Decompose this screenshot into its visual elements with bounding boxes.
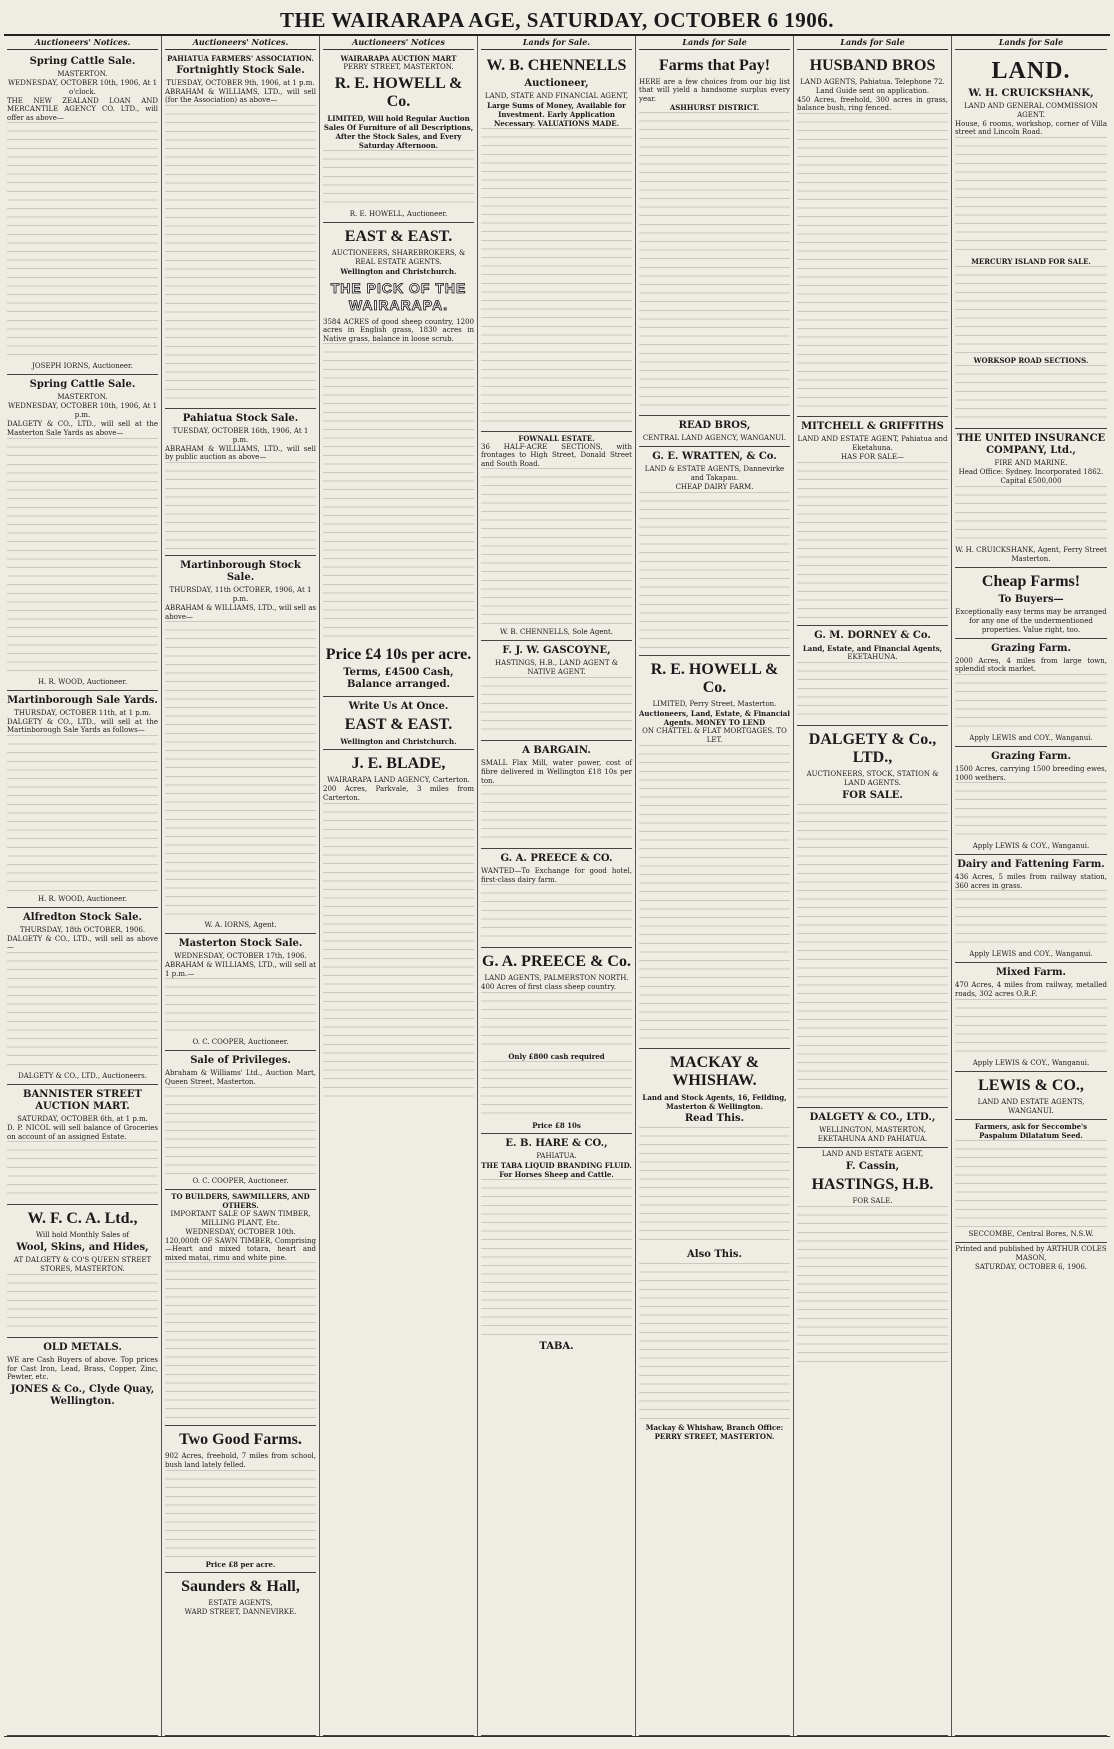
ad-heading: G. M. DORNEY & Co. (814, 629, 931, 641)
ad-husband-bros (797, 52, 948, 417)
ad-heading: R. E. HOWELL & Co. (650, 661, 779, 697)
ad-heading: A BARGAIN. (522, 745, 591, 757)
ad-feature: Wool, Skins, and Hides, (16, 1242, 149, 1254)
ad-heading: TO BUILDERS, SAWMILLERS, AND OTHERS. (171, 1191, 310, 1210)
ad-price-2: Price £8 10s (532, 1120, 581, 1130)
ad-subheading: LAND AGENTS, PALMERSTON NORTH. (484, 974, 629, 983)
ad-signature: SECCOMBE, Central Bores, N.S.W. (968, 1229, 1094, 1238)
ad-heading: LAND. (991, 57, 1071, 84)
ad-subheading: HASTINGS, H.B., LAND AGENT & NATIVE AGENT. (495, 659, 618, 677)
ad-body: ABRAHAM & WILLIAMS, LTD., will sell by public auction as above— (165, 444, 316, 462)
ad-pahiatua-farmers (165, 52, 316, 409)
ad-feature: Fortnightly Stock Sale. (176, 64, 305, 76)
ad-price: Only £800 cash required (508, 1051, 605, 1061)
ad-feature: Auctioneer, (524, 77, 589, 89)
ad-heading: FOWNALL ESTATE. (518, 433, 595, 443)
ad-date: SATURDAY, OCTOBER 6th, at 1 p.m. (17, 1114, 148, 1123)
ad-heading: F. Cassin, (845, 1160, 900, 1172)
column-5 (636, 36, 794, 1736)
ad-heading: F. J. W. GASCOYNE, (502, 645, 611, 657)
ad-ge-wratten (639, 447, 790, 656)
ad-pick-heading: THE PICK OF THE WAIRARAPA. (330, 279, 467, 313)
ad-heading: Grazing Farm. (991, 642, 1071, 654)
ad-heading: Grazing Farm. (991, 750, 1071, 762)
ad-two-good-farms (165, 1426, 316, 1572)
ad-f-cassin (797, 1148, 948, 1736)
column-title: Lands for Sale (955, 36, 1107, 50)
ad-heading: Cheap Farms! (981, 572, 1081, 590)
ad-body: ABRAHAM & WILLIAMS, LTD., will sell as above— (165, 603, 316, 621)
columns (4, 36, 1110, 1737)
ad-cruickshank (955, 52, 1107, 429)
ad-heading: Dairy and Fattening Farm. (957, 859, 1105, 871)
ad-heading: Farmers, ask for Seccombe's Paspalum Dilatatum Seed. (974, 1121, 1088, 1140)
ad-re-howell (639, 656, 790, 1049)
column-title: Lands for Sale (639, 36, 790, 50)
ad-lewis-co (955, 1072, 1107, 1120)
ad-feature: CHEAP DAIRY FARM. (675, 483, 754, 492)
ad-subheading: WELLINGTON, MASTERTON, EKETAHUNA AND PAHIATUA. (817, 1125, 928, 1143)
ad-place: MASTERTON. (57, 69, 108, 78)
ad-text-lines (165, 1470, 316, 1560)
ad-text-lines (639, 1127, 790, 1247)
ad-heading: E. B. HARE & CO., (505, 1137, 608, 1149)
ad-wfca (7, 1205, 158, 1338)
ad-heading: W. B. CHENNELLS (486, 56, 627, 74)
ad-body: Exceptionally easy terms may be arranged for any one of the undermentioned properties. Value right, too. (955, 607, 1107, 634)
imprint-date: SATURDAY, OCTOBER 6, 1906. (974, 1262, 1088, 1271)
ad-text-lines (323, 150, 474, 210)
ad-subheading: PAHIATUA. (536, 1151, 577, 1160)
ad-gm-dorney (797, 626, 948, 726)
ad-body: Abraham & Williams' Ltd., Auction Mart, Queen Street, Masterton. (165, 1069, 316, 1086)
ad-text-lines (481, 677, 632, 737)
ad-spring-cattle-sale-1 (7, 52, 158, 376)
ad-body: ABRAHAM & WILLIAMS, LTD., will sell (for the Association) as above— (165, 87, 316, 105)
ad-subheading: LIMITED, Perry Street, Masterton. (652, 700, 777, 709)
ad-body: 2000 Acres, 4 miles from large town, splendid stock market. (955, 656, 1107, 674)
ad-dalgety-2 (797, 1108, 948, 1148)
ad-feature: R. E. HOWELL & Co. (334, 74, 463, 110)
ad-fownall-estate (481, 432, 632, 642)
column-7 (952, 36, 1110, 1736)
ad-body: SMALL Flax Mill, water power, cost of fibre delivered in Wellington £18 10s per ton. (481, 759, 632, 785)
ad-price: Price £4 10s per acre. (325, 646, 472, 664)
ad-date: TUESDAY, OCTOBER 16th, 1906, At 1 p.m. (172, 426, 309, 444)
ad-body: 450 Acres, freehold, 300 acres in grass, balance bush, ring fenced. (797, 95, 948, 113)
ad-feature: FOR SALE. (842, 789, 903, 801)
column-4 (478, 36, 636, 1736)
ad-body: 470 Acres, 4 miles from railway, metalled roads, 302 acres O.R.F. (955, 981, 1107, 998)
ad-heading: Sale of Privileges. (190, 1055, 291, 1067)
ad-body: 200 Acres, Parkvale, 3 miles from Carterton. (323, 785, 474, 802)
ad-text-lines (955, 1140, 1107, 1230)
ad-pahiatua-stock-sale (165, 409, 316, 556)
ad-signature: Apply LEWIS and COY., Wanganui. (969, 733, 1093, 742)
ad-feature: W. H. CRUICKSHANK, (968, 87, 1094, 99)
column-title: Auctioneers' Notices (323, 36, 474, 50)
ad-text-lines (165, 1262, 316, 1422)
ad-body: 902 Acres, freehold, 7 miles from school, bush land lately felled. (165, 1452, 316, 1469)
ad-feature: Auctioneers, Land, Estate, & Financial Agents. MONEY TO LEND (639, 709, 790, 728)
ad-date: THURSDAY, OCTOBER 11th, at 1 p.m. (14, 708, 151, 717)
ad-heading: Pahiatua Stock Sale. (182, 412, 299, 424)
ad-text-lines (639, 1263, 790, 1423)
ad-body: 1500 Acres, carrying 1500 breeding ewes, 1000 wethers. (955, 764, 1107, 782)
ad-signature: JONES & Co., Clyde Quay, Wellington. (10, 1383, 155, 1407)
ad-builders-sawmillers (165, 1190, 316, 1427)
ad-text-lines (955, 365, 1107, 425)
ad-subheading: EKETAHUNA. (847, 652, 898, 661)
ad-heading: PAHIATUA FARMERS' ASSOCIATION. (167, 53, 314, 63)
ad-feature: HASTINGS, H.B. (811, 1175, 934, 1193)
ad-heading: Martinborough Sale Yards. (7, 694, 158, 706)
ad-text-lines (955, 486, 1107, 546)
ad-subheading: LAND & ESTATE AGENTS, Dannevirke and Takapau. (644, 465, 785, 483)
masthead: THE WAIRARAPA AGE, SATURDAY, OCTOBER 6 1906. (4, 6, 1110, 36)
ad-body: ON CHATTEL & FLAT MORTGAGES. TO LET. (642, 727, 787, 745)
ad-bannister-street-mart (7, 1085, 158, 1205)
ad-spring-cattle-sale-2 (7, 375, 158, 690)
ad-a-bargain (481, 741, 632, 849)
ad-heading: EAST & EAST. (344, 227, 453, 245)
ad-date: WEDNESDAY, OCTOBER 10th, 1906, At 1 p.m. (7, 402, 158, 420)
ad-date: WEDNESDAY, OCTOBER 17th, 1906. (174, 952, 307, 961)
ad-text-lines (481, 884, 632, 944)
ad-signature: Apply LEWIS & COY., Wanganui. (972, 842, 1090, 851)
ad-feature: To Buyers— (998, 593, 1064, 605)
column-1 (4, 36, 162, 1736)
ad-text-lines (797, 804, 948, 1104)
ad-subheading: LAND AND ESTATE AGENT, (821, 1149, 924, 1158)
ad-text-lines (797, 462, 948, 622)
ad-text-lines (165, 462, 316, 552)
column-6 (794, 36, 952, 1736)
ad-feature: TABA. (539, 1340, 574, 1352)
ad-ga-preece-2 (481, 948, 632, 1134)
ad-subheading: LAND AND GENERAL COMMISSION AGENT. (963, 101, 1099, 119)
ad-text-lines (7, 122, 158, 362)
ad-heading: THE UNITED INSURANCE COMPANY, Ltd., (956, 432, 1106, 456)
ad-text-lines (7, 1274, 158, 1334)
ad-east-and-east-2 (323, 697, 474, 750)
ad-text-lines (7, 735, 158, 895)
ad-body: D. P. NICOL will sell balance of Groceries on account of an assigned Estate. (7, 1123, 158, 1141)
ad-place: Wellington and Christchurch. (340, 266, 457, 276)
ad-body: 3584 ACRES of good sheep country, 1200 acres in English grass, 1830 acres in Native grass, balance in loose scrub. (323, 317, 474, 343)
ad-martinborough-stock-sale (165, 556, 316, 934)
ad-place: MASTERTON. (57, 393, 108, 402)
ad-subheading: CENTRAL LAND AGENCY, WANGANUI. (642, 434, 787, 443)
ad-heading: OLD METALS. (43, 1342, 122, 1354)
ad-body: Large Sums of Money, Available for Investment. Early Application Necessary. VALUATIONS MADE. (487, 100, 626, 128)
ad-body: 400 Acres of first class sheep country. (481, 983, 616, 992)
ad-heading: DALGETY & Co., LTD., (808, 730, 937, 766)
ad-dairy-farm (955, 855, 1107, 963)
ad-feature: Read This. (684, 1113, 745, 1125)
column-title: Auctioneers' Notices. (165, 36, 316, 50)
ad-signature: W. H. CRUICKSHANK, Agent, Ferry Street Masterton. (955, 545, 1107, 563)
ad-subheading: FIRE AND MARINE. (994, 458, 1068, 467)
ad-body: THE TABA LIQUID BRANDING FLUID. For Horses Sheep and Cattle. (481, 1160, 632, 1179)
ad-grazing-farm-2 (955, 747, 1107, 855)
ad-feature: IMPORTANT SALE OF SAWN TIMBER, MILLING PLANT, Etc. (170, 1209, 311, 1227)
ad-heading: Masterton Stock Sale. (178, 938, 303, 950)
ad-terms: Terms, £4500 Cash, Balance arranged. (343, 667, 454, 691)
ad-heading: READ BROS, (678, 420, 751, 432)
ad-heading: J. E. BLADE, (351, 755, 446, 773)
ad-body: DALGETY & CO., LTD., will sell at the Masterton Sale Yards as above— (7, 420, 158, 437)
ad-text-lines (955, 890, 1107, 950)
ad-text-lines (7, 1141, 158, 1201)
imprint (955, 1243, 1107, 1736)
ad-mitchell-griffiths (797, 417, 948, 626)
ad-mixed-farm (955, 963, 1107, 1071)
ad-subheading: AUCTIONEERS, STOCK, STATION & LAND AGENTS. (806, 769, 939, 787)
ad-body: WE are Cash Buyers of above. Top prices for Cast Iron, Lead, Brass, Copper, Zinc, Pewter, etc. (7, 1356, 158, 1382)
ad-price: Price £8 per acre. (205, 1559, 276, 1569)
column-2 (162, 36, 320, 1736)
ad-text-lines (481, 1061, 632, 1121)
ad-signature: R. E. HOWELL, Auctioneer. (349, 209, 448, 218)
ad-heading: Spring Cattle Sale. (29, 379, 136, 391)
ad-old-metals (7, 1338, 158, 1736)
ad-text-lines (955, 137, 1107, 257)
ad-body: THE NEW ZEALAND LOAN AND MERCANTILE AGENCY CO. LTD., will offer as above— (7, 96, 158, 122)
ad-heading: Write Us At Once. (348, 701, 449, 713)
ad-heading: LEWIS & CO., (978, 1076, 1084, 1094)
ad-heading: MITCHELL & GRIFFITHS (801, 420, 944, 432)
ad-date: WEDNESDAY, OCTOBER 10th, 1906, At 1 o'clock. (7, 78, 158, 96)
ad-ga-preece-1 (481, 849, 632, 948)
ad-body: Will hold Monthly Sales of (35, 1231, 130, 1240)
ad-martinborough-sale-yards (7, 691, 158, 908)
ad-date: WEDNESDAY, OCTOBER 10th. (185, 1227, 296, 1236)
ad-heading: G. A. PREECE & Co. (482, 953, 631, 971)
ad-wb-chennells (481, 52, 632, 432)
ad-signature: Apply LEWIS and COY., Wanganui. (969, 950, 1093, 959)
ad-subheading: ESTATE AGENTS, (208, 1598, 273, 1607)
ad-alfredton-stock-sale (7, 908, 158, 1085)
ad-body: Also This. (687, 1249, 742, 1261)
column-title: Lands for Sale (797, 36, 948, 50)
ad-read-bros (639, 416, 790, 447)
ad-united-insurance (955, 429, 1107, 568)
ad-body: DALGETY & CO., LTD., will sell as above— (7, 934, 158, 952)
ad-section: MERCURY ISLAND FOR SALE. (971, 256, 1091, 266)
ad-feature: Land, Estate, and Financial Agents, (802, 643, 943, 653)
ad-text-lines (955, 674, 1107, 734)
ad-gascoyne (481, 641, 632, 741)
ad-heading: Martinborough Stock Sale. (180, 559, 301, 583)
ad-body: Head Office: Sydney. Incorporated 1862. Capital £500,000 (958, 467, 1104, 485)
ad-body: House, 6 rooms, workshop, corner of Villa street and Lincoln Road. (955, 119, 1107, 137)
ad-place: Wellington and Christchurch. (340, 737, 457, 747)
column-3 (320, 36, 478, 1736)
ad-wairarapa-auction-mart (323, 52, 474, 223)
ad-mackay-whishaw (639, 1049, 790, 1736)
ad-heading: Alfredton Stock Sale. (23, 911, 142, 923)
column-title: Lands for Sale. (481, 36, 632, 50)
ad-text-lines (639, 112, 790, 412)
ad-signature: H. R. WOOD, Auctioneer. (37, 677, 128, 686)
ad-text-lines (481, 1179, 632, 1339)
ad-subheading: AUCTIONEERS, SHAREBROKERS, & REAL ESTATE AGENTS. (331, 248, 466, 266)
ad-body: ABRAHAM & WILLIAMS, LTD., will sell at 1 p.m.— (165, 961, 316, 978)
ad-body: FOR SALE. (852, 1196, 893, 1205)
ad-text-lines (165, 105, 316, 405)
ad-signature: Apply LEWIS & COY., Wanganui. (972, 1058, 1090, 1067)
column-title: Auctioneers' Notices. (7, 36, 158, 50)
ad-signature: JOSEPH IORNS, Auctioneer. (32, 362, 133, 371)
ad-body: HAS FOR SALE— (841, 452, 904, 461)
ad-heading: G. E. WRATTEN, & Co. (652, 451, 777, 463)
ad-heading: HUSBAND BROS (809, 56, 936, 74)
ad-farms-that-pay (639, 52, 790, 417)
ad-place: PERRY STREET, MASTERTON. (343, 62, 454, 71)
ad-heading: Saunders & Hall, (181, 1577, 300, 1595)
ad-text-lines (797, 1206, 948, 1366)
ad-place: WARD STREET, DANNEVIRKE. (184, 1607, 297, 1616)
ad-signature: DALGETY & CO., LTD., Auctioneers. (18, 1071, 147, 1080)
ad-place: AT DALGETY & CO'S QUEEN STREET STORES, MASTERTON. (13, 1256, 152, 1274)
ad-text-lines (639, 745, 790, 1045)
ad-subheading: Land and Stock Agents, 16, Feilding, Masterton & Wellington. (642, 1093, 787, 1112)
ad-text-lines (481, 992, 632, 1052)
ad-body: WANTED—To Exchange for good hotel, first-class dairy farm. (481, 867, 632, 884)
ad-text-lines (165, 621, 316, 921)
ad-heading: Farms that Pay! (658, 56, 771, 74)
ad-text-lines (797, 113, 948, 413)
ad-body: 120,000ft OF SAWN TIMBER, Comprising—Heart and mixed totara, heart and mixed matai, rimu and white pine. (165, 1236, 316, 1262)
ad-subheading: LAND, STATE AND FINANCIAL AGENT, (484, 91, 629, 100)
ad-subheading: WAIRARAPA LAND AGENCY, Carterton. (327, 776, 470, 785)
ad-heading: G. A. PREECE & CO. (500, 853, 613, 865)
ad-text-lines (323, 343, 474, 643)
imprint-text: Printed and published by ARTHUR COLES MASON, (955, 1244, 1107, 1262)
ad-text-lines (797, 662, 948, 722)
ad-text-lines (165, 978, 316, 1038)
ad-saunders-hall (165, 1573, 316, 1737)
ad-signature: Mackay & Whishaw, Branch Office: PERRY STREET, MASTERTON. (645, 1423, 784, 1442)
ad-eb-hare (481, 1134, 632, 1736)
ad-subheading: LAND AND ESTATE AGENT, Pahiatua and Eketahuna. (797, 434, 948, 452)
ad-body: 36 HALF-ACRE SECTIONS, with frontages to High Street, Donald Street and South Road. (481, 442, 632, 468)
ad-text-lines (955, 782, 1107, 842)
ad-heading: MACKAY & WHISHAW. (669, 1054, 760, 1090)
ad-signature: H. R. WOOD, Auctioneer. (37, 894, 128, 903)
ad-text-lines (639, 492, 790, 652)
ad-text-lines (323, 803, 474, 1103)
ad-subheading: LAND AGENTS, Pahiatua. Telephone 72. Land Guide sent on application. (800, 77, 945, 95)
ad-date: THURSDAY, 18th OCTOBER, 1906. (19, 925, 146, 934)
ad-seccombe-seed (955, 1120, 1107, 1243)
ad-text-lines (7, 438, 158, 678)
ad-text-lines (955, 266, 1107, 356)
ad-body: 436 Acres, 5 miles from railway station, 360 acres in grass. (955, 873, 1107, 890)
ad-heading: Mixed Farm. (995, 967, 1067, 979)
ad-heading: Spring Cattle Sale. (29, 55, 136, 67)
ad-text-lines (481, 468, 632, 628)
ad-cheap-farms (955, 568, 1107, 639)
ad-section: WORKSOP ROAD SECTIONS. (973, 355, 1089, 365)
ad-je-blade (323, 750, 474, 1736)
ad-text-lines (481, 785, 632, 845)
ad-feature: ASHHURST DISTRICT. (669, 103, 760, 113)
ad-date: THURSDAY, 11th OCTOBER, 1906, At 1 p.m. (169, 585, 312, 603)
ad-east-and-east-1 (323, 223, 474, 698)
ad-sale-of-privileges (165, 1051, 316, 1189)
ad-body: LIMITED, Will hold Regular Auction Sales Of Furniture of all Descriptions, After the Stock Sales, and Every Saturday Afternoon. (323, 113, 474, 150)
ad-text-lines (165, 1087, 316, 1177)
ad-signature: O. C. COOPER, Auctioneer. (192, 1176, 289, 1185)
ad-heading: Two Good Farms. (179, 1431, 302, 1449)
ad-text-lines (955, 999, 1107, 1059)
ad-text-lines (481, 128, 632, 428)
ad-text-lines (7, 952, 158, 1072)
ad-heading: WAIRARAPA AUCTION MART (340, 53, 457, 63)
ad-subheading: LAND AND ESTATE AGENTS, WANGANUI. (977, 1097, 1085, 1115)
ad-heading: DALGETY & CO., LTD., (809, 1111, 936, 1123)
ad-heading: BANNISTER STREET AUCTION MART. (23, 1088, 142, 1112)
ad-grazing-farm-1 (955, 639, 1107, 747)
ad-masterton-stock-sale (165, 934, 316, 1051)
ad-date: TUESDAY, OCTOBER 9th, 1906, at 1 p.m. (166, 78, 315, 87)
ad-signature: O. C. COOPER, Auctioneer. (192, 1038, 289, 1047)
ad-heading: W. F. C. A. Ltd., (27, 1210, 138, 1228)
ad-body: HERE are a few choices from our big list that will yield a handsome surplus every year. (639, 77, 790, 103)
ad-signature: W. B. CHENNELLS, Sole Agent. (499, 628, 614, 637)
ad-dalgety-1 (797, 726, 948, 1108)
ad-feature: EAST & EAST. (344, 716, 453, 734)
ad-signature: W. A. IORNS, Agent. (204, 921, 277, 930)
ad-body: DALGETY & CO., LTD., will sell at the Martinborough Sale Yards as follows— (7, 717, 158, 735)
